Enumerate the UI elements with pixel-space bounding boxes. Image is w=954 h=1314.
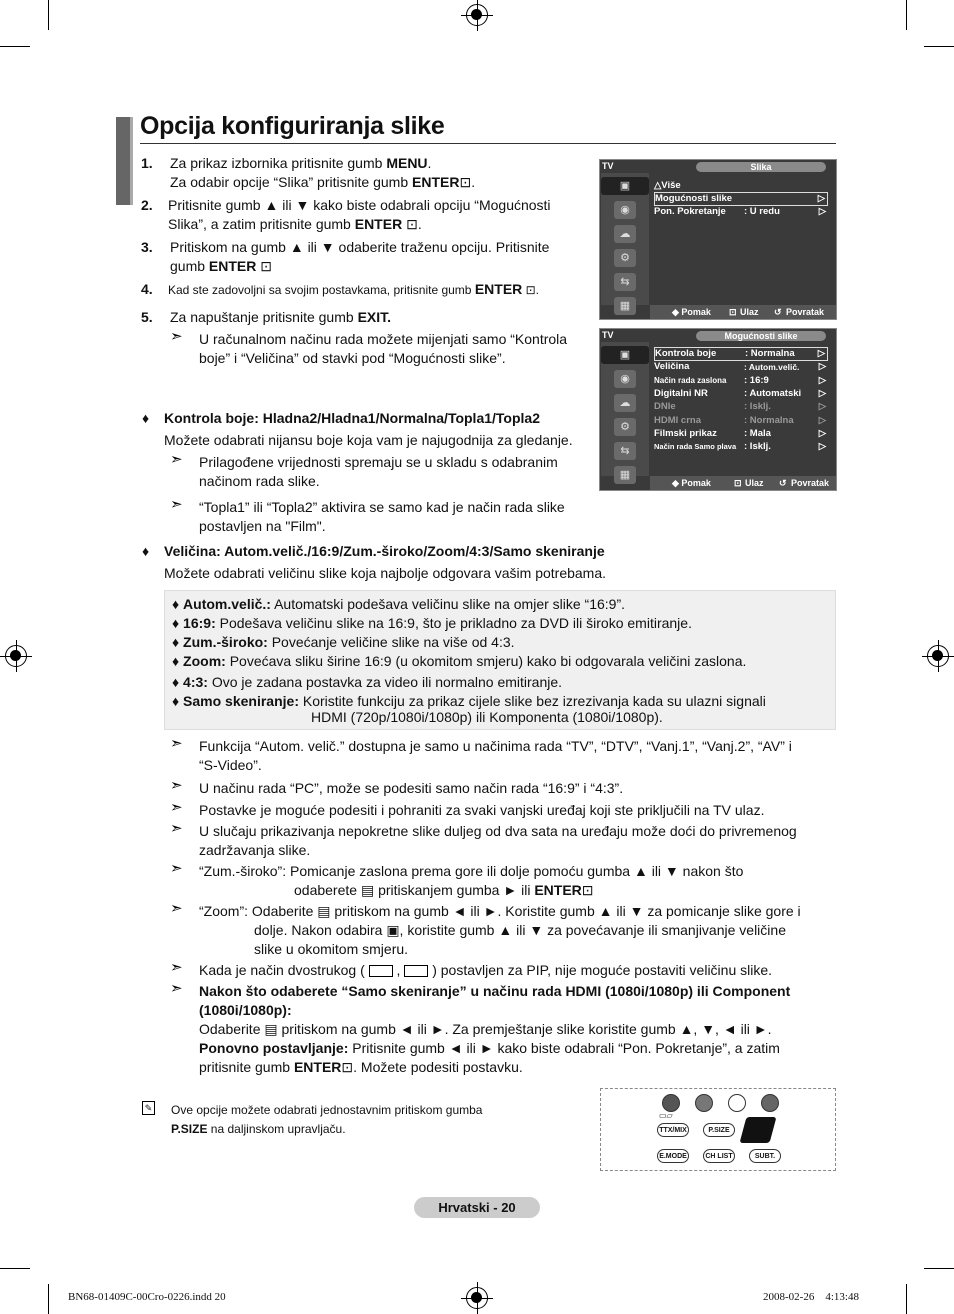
- note-arrow-icon: ➣: [170, 496, 183, 513]
- note-7: Kada je način dvostrukog ( , ) postavljen za PIP, nije moguće postaviti veličinu slike.: [199, 962, 773, 978]
- note-arrow-icon: ➣: [170, 328, 183, 345]
- note-arrow-icon: ➣: [170, 451, 183, 468]
- setup-icon: ⚙: [614, 418, 636, 436]
- enter-icon: ⊡: [260, 258, 272, 274]
- osd-row: Način rada zaslona : 16:9 ▷: [654, 375, 826, 386]
- remote-key-emode: E.MODE: [657, 1149, 689, 1163]
- size-option-5-cont: HDMI (720p/1080i/1080p) ili Komponenta (1080i/1080p).: [311, 709, 663, 725]
- application-icon: ▦: [614, 466, 636, 484]
- osd-footer: ◆ Pomak ⊡ Ulaz ↺ Povratak: [650, 305, 836, 319]
- osd-row: Pon. Pokretanje : U redu ▷: [654, 206, 826, 217]
- osd-sidebar: [601, 342, 649, 481]
- size-option-4: ♦ 4:3: Ovo je zadana postavka za video ili normalno emitiranje.: [172, 674, 563, 690]
- note-arrow-icon: ➣: [170, 820, 183, 837]
- osd-row-disabled: HDMI crna : Normalna ▷: [654, 415, 826, 426]
- osd-menu-slika: [599, 159, 837, 320]
- osd-row: Digitalni NR : Automatski ▷: [654, 388, 826, 399]
- note-arrow-icon: ➣: [170, 900, 183, 917]
- remote-key-psize: P.SIZE: [703, 1123, 735, 1137]
- note-arrow-icon: ➣: [170, 799, 183, 816]
- osd-row-disabled: DNIe : Isklj. ▷: [654, 401, 826, 412]
- date-info: 2008-02-26 4:13:48: [763, 1291, 859, 1303]
- kontrola-heading: Kontrola boje: Hladna2/Hladna1/Normalna/Topla1/Topla2: [164, 410, 540, 426]
- size-option-3: ♦ Zoom: Povećava sliku širine 16:9 (u okomitom smjeru) kako bi odgovarala veličini zaslona.: [172, 653, 747, 669]
- title-bar-decoration-light: [130, 117, 133, 205]
- screen-adjust-icon: ▤: [264, 1021, 278, 1037]
- note-arrow-icon: ➣: [170, 860, 183, 877]
- channel-icon: ☁: [614, 394, 636, 412]
- note-pc: U računalnom načinu rada možete mijenjati samo “Kontrola boje” i “Veličina” od stavki pod “Mogućnosti slike”.: [199, 331, 568, 366]
- return-icon: ↺: [779, 478, 787, 488]
- size-option-1: ♦ 16:9: Podešava veličinu slike na 16:9, što je prikladno za DVD ili široko emitiranje.: [172, 615, 692, 631]
- bullet-icon: ♦: [142, 543, 150, 559]
- enter-icon: ⊡: [341, 1059, 354, 1075]
- size-option-5: ♦ Samo skeniranje: Koristite funkciju za prikaz cijele slike bez izrezivanja kada su ulazni signali: [172, 693, 766, 709]
- step-3: 3. Pritiskom na gumb ▲ ili ▼ odaberite traženu opciju. Pritisnite gumb ENTER ⊡: [141, 239, 550, 274]
- title-bar-decoration: [116, 117, 130, 205]
- osd-row: Filmski prikaz : Mala ▷: [654, 428, 826, 439]
- enter-icon: ⊡: [459, 174, 472, 190]
- remote-control-illustration: [600, 1088, 836, 1171]
- note-6: “Zoom”: Odaberite ▤ pritiskom na gumb ◄ ili ►. Koristite gumb ▲ ili ▼ za pomicanje slike gore i dolje. Nakon odabira ▣, koristite gumb ▲ ili ▼ za povećavanje ili smanjivanje veličine slike u okomitom smjeru.: [199, 903, 801, 957]
- note-arrow-icon: ➣: [170, 777, 183, 794]
- page-number: Hrvatski - 20: [414, 1197, 540, 1218]
- page-title: Opcija konfiguriranja slike: [140, 112, 445, 140]
- osd-row: Način rada Samo plava : Isklj. ▷: [654, 441, 826, 452]
- step-4: 4. Kad ste zadovoljni sa svojim postavkama, pritisnite gumb ENTER ⊡.: [141, 281, 540, 297]
- input-icon: ⇆: [614, 273, 636, 291]
- step-5: 5. Za napuštanje pritisnite gumb EXIT.: [141, 309, 392, 325]
- zoom-adjust-icon: ▣: [386, 922, 400, 938]
- remote-red-button: [662, 1094, 680, 1112]
- bottom-note: Ove opcije možete odabrati jednostavnim pritiskom gumba P.SIZE na daljinskom upravljaču.: [171, 1103, 483, 1136]
- file-info: BN68-01409C-00Cro-0226.indd 20: [68, 1291, 226, 1303]
- enter-icon: ⊡: [734, 478, 742, 488]
- note-2: U načinu rada “PC”, može se podesiti samo način rada “16:9” i “4:3”.: [199, 780, 624, 796]
- size-option-2: ♦ Zum.-široko: Povećanje veličine slike na više od 4:3.: [172, 634, 515, 650]
- note-arrow-icon: ➣: [170, 735, 183, 752]
- velicina-desc: Možete odabrati veličinu slike koja najbolje odgovara vašim potrebama.: [164, 565, 607, 581]
- note-8: Nakon što odaberete “Samo skeniranje” u načinu rada HDMI (1080i/1080p) ili Component (1080i/1080p): Odaberite ▤ pritiskom na gumb ◄ ili ►. Za premještanje slike koristite gumb ▲, ▼, ◄ ili ►. Ponovno postavljanje: Pritisnite gumb ◄ ili ► kako biste odabrali “Pon. Pokretanje”, a zatim pritisnite gumb ENTER⊡. Možete podesiti postavku.: [199, 983, 791, 1075]
- sound-icon: ◉: [614, 370, 636, 388]
- note-1: Funkcija “Autom. velič.” dostupna je samo u načinima rada “TV”, “DTV”, “Vanj.1”, “Vanj.2”, “AV” i “S-Video”.: [199, 738, 792, 773]
- memo-icon: ✎: [142, 1101, 155, 1115]
- remote-small-icons: ▭▱: [659, 1111, 673, 1120]
- registration-mark-right: [927, 645, 949, 667]
- note-3: Postavke je moguće podesiti i pohraniti za svaki vanjski uređaj koji ste priključili na TV ulaz.: [199, 802, 765, 818]
- step-2: 2. Pritisnite gumb ▲ ili ▼ kako biste odabrali opciju “Mogućnosti Slika”, a zatim pritisnite gumb ENTER ⊡.: [141, 197, 551, 232]
- kontrola-note-1: Prilagođene vrijednosti spremaju se u skladu s odabranim načinom rada slike.: [199, 454, 558, 489]
- remote-key-ttx: TTX/MIX: [657, 1123, 689, 1137]
- registration-mark-top: [466, 4, 488, 26]
- step-1: 1. Za prikaz izbornika pritisnite gumb MENU. Za odabir opcije “Slika” pritisnite gumb ENTER⊡.: [141, 155, 476, 190]
- osd-source-label: TV: [602, 161, 614, 171]
- application-icon: ▦: [614, 297, 636, 315]
- note-arrow-icon: ➣: [170, 959, 183, 976]
- sound-icon: ◉: [614, 201, 636, 219]
- remote-key-chlist: CH LIST: [703, 1149, 735, 1163]
- remote-yellow-button: [728, 1094, 746, 1112]
- enter-icon: ⊡: [525, 283, 536, 297]
- enter-icon: ⊡: [581, 882, 594, 898]
- osd-row: △Više: [654, 180, 681, 191]
- remote-green-button: [695, 1094, 713, 1112]
- input-icon: ⇆: [614, 442, 636, 460]
- channel-icon: ☁: [614, 225, 636, 243]
- picture-icon: ▣: [601, 177, 649, 195]
- enter-icon: ⊡: [729, 307, 737, 317]
- title-underline: [140, 143, 836, 144]
- note-5: “Zum.-široko”: Pomicanje zaslona prema gore ili dolje pomoću gumba ▲ ili ▼ nakon što odaberete ▤ pritiskanjem gumba ► ili ENTER⊡: [199, 863, 744, 898]
- registration-mark-bottom: [466, 1287, 488, 1309]
- osd-row-selected: Mogućnosti slike ▷: [654, 192, 828, 206]
- kontrola-desc: Možete odabrati nijansu boje koja vam je najugodnija za gledanje.: [164, 432, 573, 448]
- osd-source-label: TV: [602, 330, 614, 340]
- velicina-heading: Veličina: Autom.velič./16:9/Zum.-široko/Zoom/4:3/Samo skeniranje: [164, 543, 605, 559]
- bullet-icon: ♦: [142, 410, 150, 426]
- kontrola-note-2: “Topla1” ili “Topla2” aktivira se samo kad je način rada slike postavljen na "Film".: [199, 499, 565, 534]
- screen-adjust-icon: ▤: [360, 882, 375, 898]
- enter-icon: ⊡: [406, 216, 418, 232]
- osd-menu-mogucnosti-slike: [599, 328, 837, 491]
- osd-footer: ◆ Pomak ⊡ Ulaz ↺ Povratak: [650, 476, 836, 490]
- return-icon: ↺: [774, 307, 782, 317]
- double-screen-icon: [369, 965, 393, 977]
- osd-row: Veličina : Autom.velič. ▷: [654, 361, 826, 372]
- osd-sidebar: [601, 173, 649, 312]
- osd-row-selected: Kontrola boje : Normalna ▷: [654, 347, 828, 361]
- screen-adjust-icon: ▤: [317, 903, 331, 919]
- setup-icon: ⚙: [614, 249, 636, 267]
- registration-mark-left: [5, 645, 27, 667]
- picture-icon: ▣: [601, 346, 649, 364]
- double-screen-icon-2: [404, 965, 428, 977]
- size-option-0: ♦ Autom.velič.: Automatski podešava veličinu slike na omjer slike “16:9”.: [172, 596, 626, 612]
- osd-header: Mogućnosti slike: [696, 331, 826, 341]
- remote-blue-button: [761, 1094, 779, 1112]
- note-4: U slučaju prikazivanja nepokretne slike duljeg od dva sata na uređaju može doći do privremenog zadržavanja slike.: [199, 823, 797, 858]
- note-arrow-icon: ➣: [170, 980, 183, 997]
- remote-key-subt: SUBT.: [749, 1149, 781, 1163]
- osd-header: Slika: [696, 162, 826, 172]
- pointing-hand-icon: [740, 1117, 777, 1143]
